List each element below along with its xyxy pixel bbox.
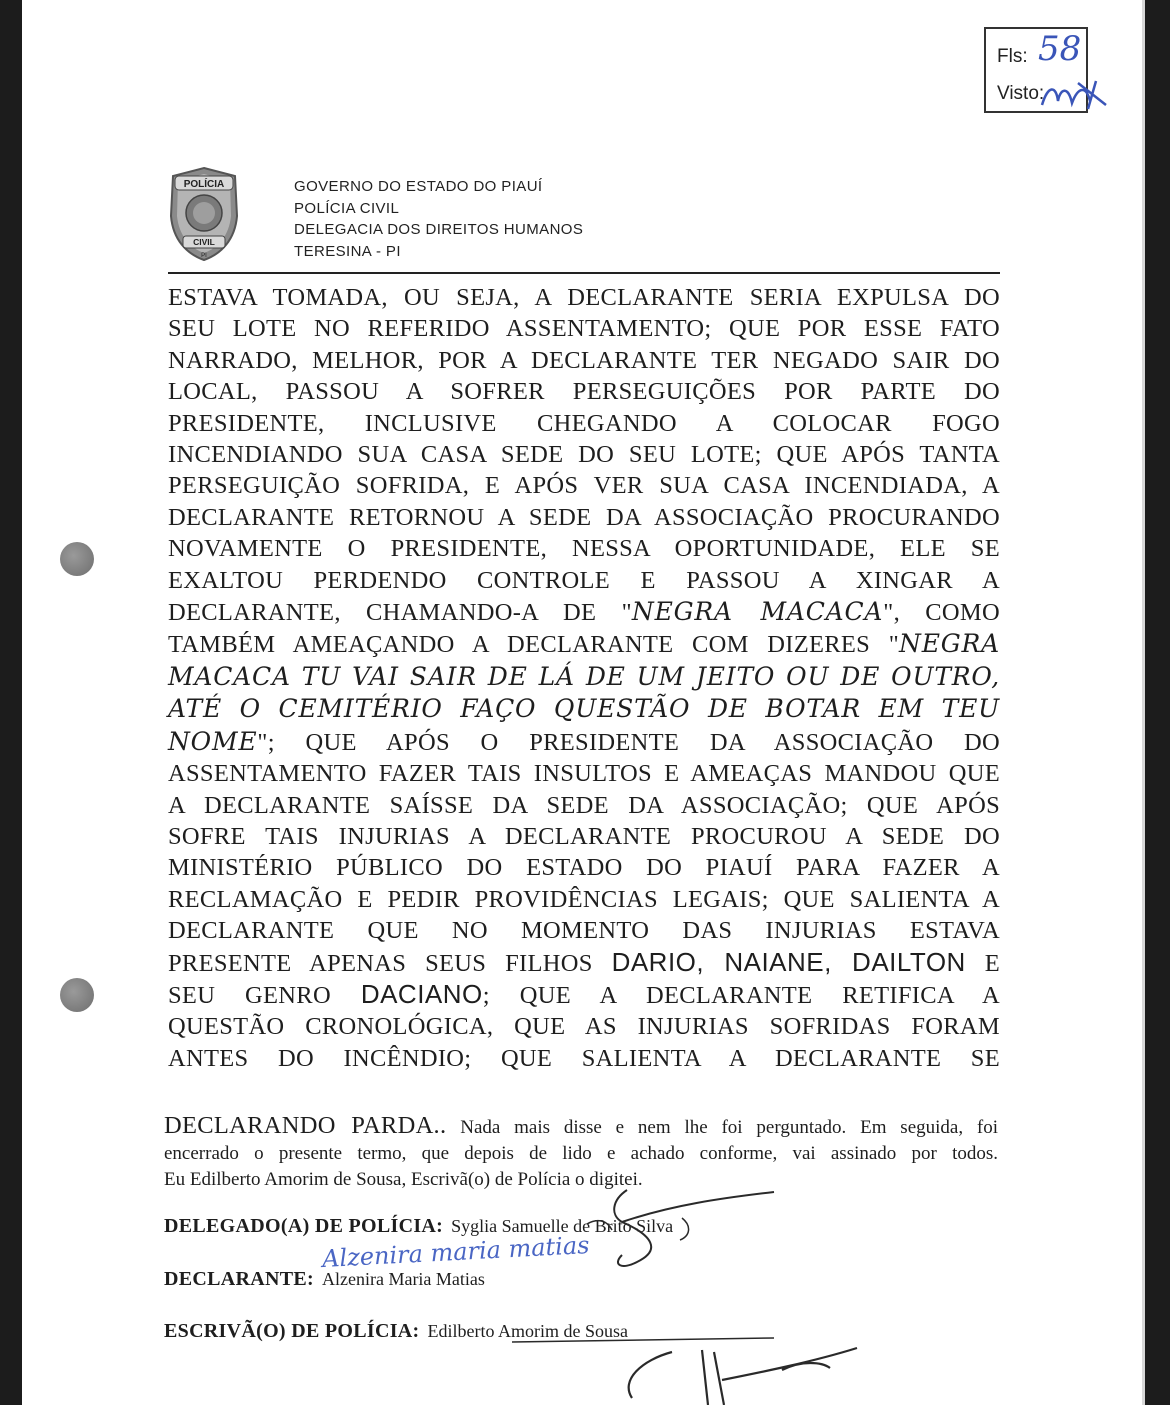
body-line — [168, 628, 1000, 660]
text-run: PRESENTE APENAS SEUS FILHOS — [168, 949, 593, 977]
closing-lead: DECLARANDO PARDA.. — [164, 1112, 447, 1139]
badge-top-text: POLÍCIA — [183, 179, 225, 190]
declarante-signature-line — [164, 1268, 485, 1291]
closing-line — [164, 1113, 998, 1141]
police-badge-icon — [167, 166, 241, 262]
quoted-threat: MACACA TU VAI SAIR DE LÁ DE UM JEITO OU DE OUTRO, — [168, 661, 1000, 691]
header-department: DELEGACIA DOS DIREITOS HUMANOS — [294, 221, 584, 238]
text-run: ; QUE A DECLARANTE RETIFICA A — [482, 981, 1000, 1009]
visto-initials — [1038, 79, 1108, 113]
body-line: A DECLARANTE SAÍSSE DA SEDE DA ASSOCIAÇÃO; QUE APÓS — [168, 791, 1000, 819]
quoted-threat: ATÉ O CEMITÉRIO FAÇO QUESTÃO DE BOTAR EM TEU — [168, 694, 1000, 724]
fls-number: 58 — [1038, 29, 1082, 69]
folio-stamp — [984, 27, 1088, 113]
text-run: ", COMO — [883, 599, 1000, 627]
body-line: RECLAMAÇÃO E PEDIR PROVIDÊNCIAS LEGAIS; QUE SALIENTA A — [168, 885, 1000, 913]
body-line: DECLARANTE RETORNOU A SEDE DA ASSOCIAÇÃO PROCURANDO — [168, 503, 1000, 531]
visto-label: Visto: — [997, 83, 1045, 104]
declarante-label: DECLARANTE: — [164, 1268, 314, 1290]
body-line: NARRADO, MELHOR, POR A DECLARANTE TER NEGADO SAIR DO — [168, 346, 1000, 374]
body-line — [168, 726, 1000, 758]
body-line — [168, 596, 1000, 628]
quoted-threat: NEGRA — [899, 629, 1000, 659]
statement-body — [168, 282, 1000, 1074]
declarante-handwritten-signature: Alzenira maria matias — [321, 1231, 591, 1273]
closing-paragraph — [164, 1113, 998, 1193]
body-line: QUESTÃO CRONOLÓGICA, QUE AS INJURIAS SOFRIDAS FORAM — [168, 1013, 1000, 1041]
document-page — [22, 0, 1145, 1405]
body-line: PERSEGUIÇÃO SOFRIDA, E APÓS VER SUA CASA INCENDIADA, A — [168, 472, 1000, 500]
escrivao-label: ESCRIVÃ(O) DE POLÍCIA: — [164, 1320, 420, 1342]
badge-bottom-text: CIVIL — [193, 237, 215, 247]
text-run: "; QUE APÓS O PRESIDENTE DA ASSOCIAÇÃO DO — [257, 728, 1000, 756]
body-line: MINISTÉRIO PÚBLICO DO ESTADO DO PIAUÍ PARA FAZER A — [168, 854, 1000, 882]
escrivao-signature-ink — [629, 1348, 857, 1405]
body-line: ANTES DO INCÊNDIO; QUE SALIENTA A DECLARANTE SE — [168, 1044, 1000, 1072]
delegado-name: Syglia Samuelle de Brito Silva — [451, 1216, 674, 1236]
header-government: GOVERNO DO ESTADO DO PIAUÍ — [294, 178, 543, 195]
body-line — [168, 947, 1000, 979]
body-line: EXALTOU PERDENDO CONTROLE E PASSOU A XINGAR A — [168, 566, 1000, 594]
declarante-name: Alzenira Maria Matias — [321, 1269, 485, 1289]
bleed-through — [222, 22, 226, 38]
closing-line: encerrado o presente termo, que depois de lido e achado conforme, vai assinado por todos. — [164, 1143, 998, 1164]
text-run: Nada mais disse e nem lhe foi perguntado. Em seguida, foi — [460, 1117, 999, 1138]
body-line: INCENDIANDO SUA CASA SEDE DO SEU LOTE; QUE APÓS TANTA — [168, 441, 1000, 469]
body-line — [168, 661, 1000, 693]
quoted-threat: NOME — [168, 726, 258, 756]
body-line: SEU LOTE NO REFERIDO ASSENTAMENTO; QUE POR ESSE FATO — [168, 315, 1000, 343]
children-names: DARIO, NAIANE, DAILTON — [611, 946, 966, 977]
punch-hole — [60, 978, 94, 1012]
badge-state: PI — [201, 253, 207, 259]
body-line: ASSENTAMENTO FAZER TAIS INSULTOS E AMEAÇAS MANDOU QUE — [168, 760, 1000, 788]
header-police: POLÍCIA CIVIL — [294, 199, 400, 217]
body-line: LOCAL, PASSOU A SOFRER PERSEGUIÇÕES POR PARTE DO — [168, 378, 1000, 406]
header-city: TERESINA - PI — [294, 242, 401, 260]
son-in-law-name: DACIANO — [360, 978, 483, 1009]
quoted-insult: NEGRA MACACA — [631, 597, 884, 627]
text-run: TAMBÉM AMEAÇANDO A DECLARANTE COM DIZERES " — [168, 631, 900, 659]
body-line: ESTAVA TOMADA, OU SEJA, A DECLARANTE SERIA EXPULSA DO — [168, 284, 1000, 311]
body-line: DECLARANTE QUE NO MOMENTO DAS INJURIAS ESTAVA — [168, 917, 1000, 945]
delegado-label: DELEGADO(A) DE POLÍCIA: — [164, 1215, 444, 1237]
escrivao-signature-line — [164, 1320, 628, 1343]
body-line — [168, 693, 1000, 725]
header-divider — [168, 272, 1000, 274]
escrivao-name: Edilberto Amorim de Sousa — [427, 1321, 628, 1341]
body-line: NOVAMENTE O PRESIDENTE, NESSA OPORTUNIDADE, ELE SE — [168, 535, 1000, 563]
body-line: PRESIDENTE, INCLUSIVE CHEGANDO A COLOCAR FOGO — [168, 409, 1000, 437]
text-run: SEU GENRO — [168, 981, 331, 1009]
text-run: DECLARANTE, CHAMANDO-A DE " — [168, 599, 632, 627]
text-run: E — [984, 949, 1000, 977]
delegado-signature-line — [164, 1215, 673, 1238]
punch-hole — [60, 542, 94, 576]
body-line — [168, 979, 1000, 1011]
closing-line: Eu Edilberto Amorim de Sousa, Escrivã(o) de Polícia o digitei. — [164, 1169, 643, 1190]
letterhead — [294, 176, 583, 262]
fls-label: Fls: — [997, 46, 1028, 67]
body-line: SOFRE TAIS INJURIAS A DECLARANTE PROCUROU A SEDE DO — [168, 822, 1000, 850]
